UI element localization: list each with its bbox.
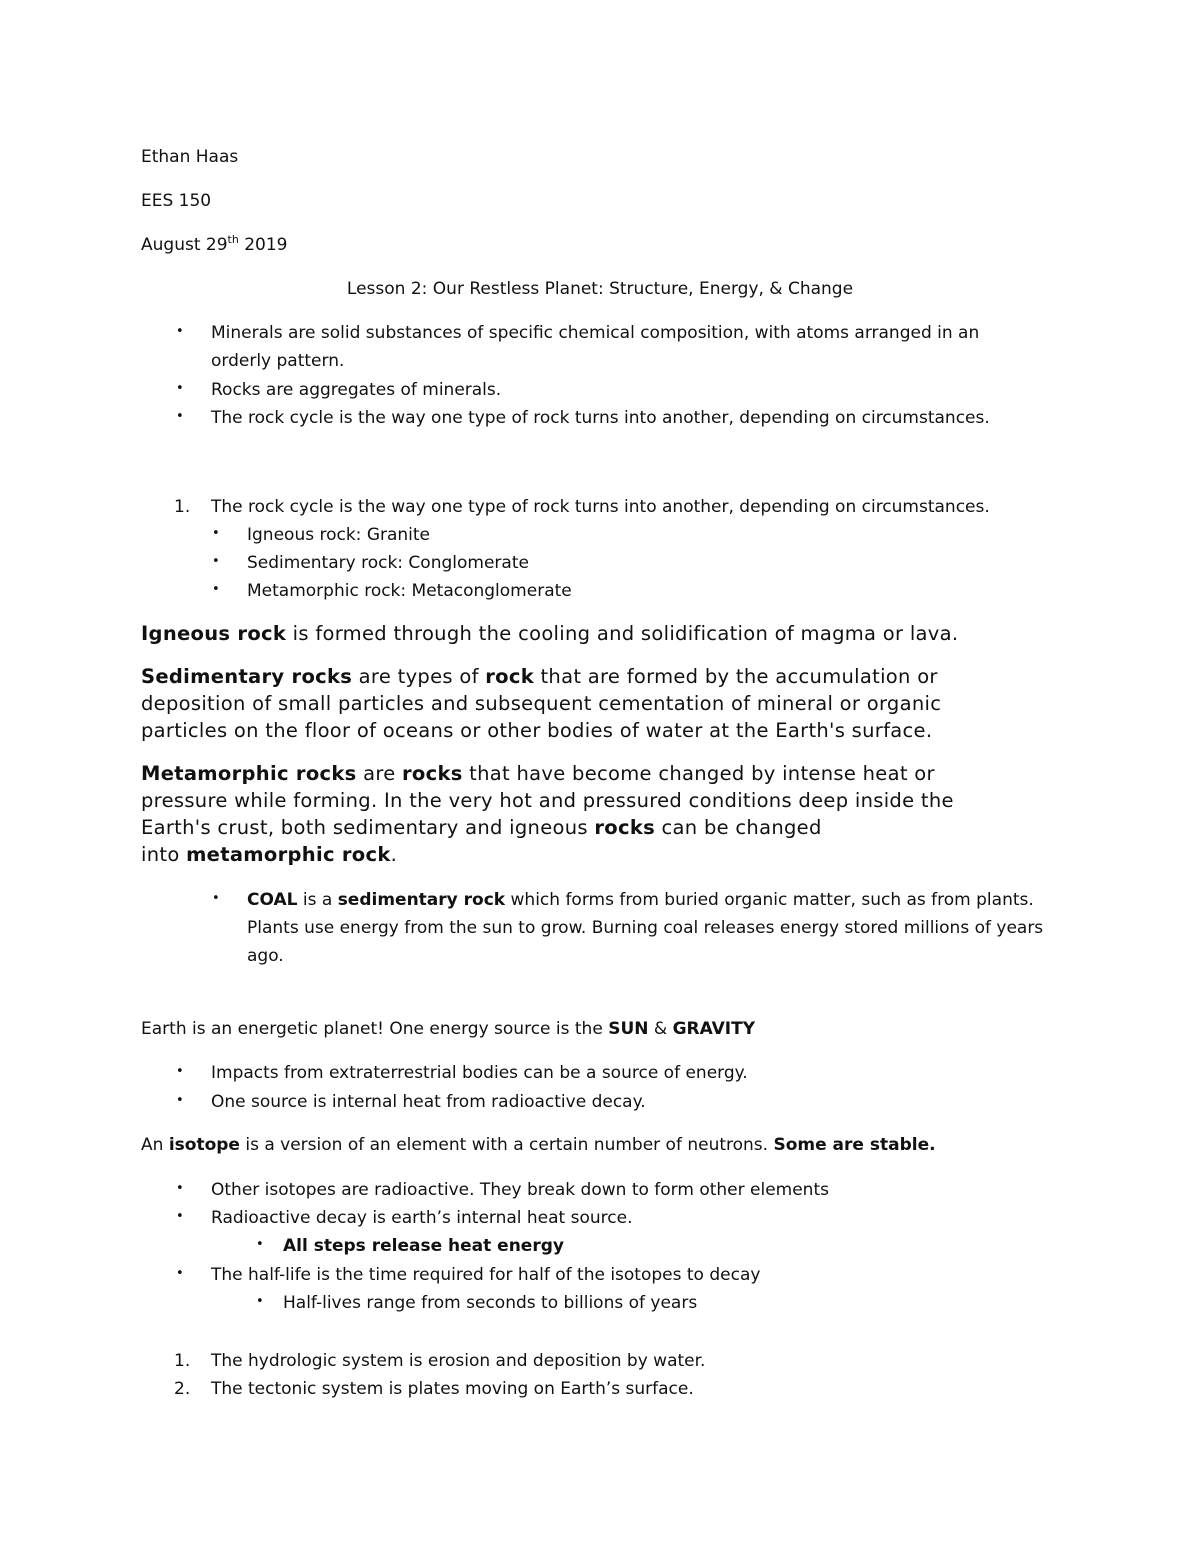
date-prefix: August 29: [141, 235, 228, 255]
author-name: Ethan Haas: [141, 147, 239, 167]
tectonic-system-item: The tectonic system is plates moving on Earth’s surface.: [211, 1379, 694, 1399]
metamorphic-term: Metamorphic rocks: [141, 762, 357, 785]
bullet-icon: •: [256, 1294, 264, 1309]
metamorphic-rest: that have become changed by intense heat or: [462, 762, 935, 785]
metamorphic-line-3-pre: Earth's crust, both sedimentary and igneous: [141, 816, 595, 839]
sedimentary-line-3: particles on the floor of oceans or other bodies of water at the Earth's surface.: [141, 719, 933, 742]
metamorphic-line-4-pre: into: [141, 843, 187, 866]
radioactive-decay-bullet: Radioactive decay is earth’s internal heat source.: [211, 1208, 633, 1228]
hydrologic-system-item: The hydrologic system is erosion and deposition by water.: [211, 1351, 706, 1371]
coal-rest: which forms from buried organic matter, such as from plants.: [505, 890, 1034, 910]
date: [141, 235, 288, 255]
metamorphic-line-3-post: can be changed: [655, 816, 822, 839]
metamorphic-line-1: [141, 760, 935, 787]
gravity-term: GRAVITY: [672, 1019, 755, 1039]
bullet-icon: •: [256, 1237, 264, 1252]
course-code: EES 150: [141, 191, 212, 211]
sedimentary-line-1: [141, 663, 938, 690]
rocks-term-2: rocks: [594, 816, 656, 839]
igneous-paragraph: [141, 620, 958, 647]
metamorphic-line-3: [141, 814, 822, 841]
igneous-example: Igneous rock: Granite: [247, 525, 431, 545]
energy-amp: &: [648, 1019, 673, 1039]
metamorphic-line-4-post: .: [390, 843, 398, 866]
sedimentary-line-2: deposition of small particles and subsequent cementation of mineral or organic: [141, 692, 942, 715]
bullet-icon: •: [212, 582, 220, 597]
bullet-icon: •: [212, 526, 220, 541]
sedimentary-term: Sedimentary rocks: [141, 665, 353, 688]
minerals-line-1: Minerals are solid substances of specific chemical composition, with atoms arranged in an: [211, 323, 980, 343]
coal-mid: is a: [297, 890, 338, 910]
rock-cycle-numbered: The rock cycle is the way one type of rock turns into another, depending on circumstances.: [211, 497, 990, 517]
sedimentary-rock-term: sedimentary rock: [337, 890, 506, 910]
bullet-icon: •: [176, 381, 184, 396]
coal-term: COAL: [247, 890, 298, 910]
half-lives-sub-bullet: Half-lives range from seconds to billions of years: [283, 1293, 698, 1313]
metamorphic-line-2: pressure while forming. In the very hot and pressured conditions deep inside the: [141, 789, 954, 812]
rocks-bullet: Rocks are aggregates of minerals.: [211, 380, 502, 400]
igneous-text: is formed through the cooling and solidification of magma or lava.: [286, 622, 959, 645]
internal-heat-bullet: One source is internal heat from radioactive decay.: [211, 1092, 646, 1112]
bullet-icon: •: [176, 1266, 184, 1281]
sedimentary-rest: that are formed by the accumulation or: [533, 665, 938, 688]
list-number: 1.: [174, 1351, 191, 1371]
coal-line-1: [247, 890, 1034, 910]
isotope-term: isotope: [168, 1135, 240, 1155]
bullet-icon: •: [176, 324, 184, 339]
coal-line-2: Plants use energy from the sun to grow. Burning coal releases energy stored millions of years: [247, 918, 1044, 938]
bullet-icon: •: [176, 1209, 184, 1224]
energy-pre: Earth is an energetic planet! One energy source is the: [141, 1019, 609, 1039]
bullet-icon: •: [176, 1093, 184, 1108]
bullet-icon: •: [176, 409, 184, 424]
rock-term: rock: [485, 665, 534, 688]
heat-energy-sub-bullet: [283, 1236, 564, 1256]
bullet-icon: •: [212, 554, 220, 569]
rock-cycle-bullet: The rock cycle is the way one type of rock turns into another, depending on circumstances.: [211, 408, 990, 428]
impacts-bullet: Impacts from extraterrestrial bodies can be a source of energy.: [211, 1063, 748, 1083]
coal-line-3: ago.: [247, 946, 284, 966]
metamorphic-mid: are: [356, 762, 403, 785]
half-life-bullet: The half-life is the time required for half of the isotopes to decay: [211, 1265, 761, 1285]
list-number: 1.: [174, 497, 191, 517]
energy-heading: [141, 1019, 755, 1039]
rocks-term: rocks: [402, 762, 463, 785]
sun-term: SUN: [608, 1019, 649, 1039]
bullet-icon: •: [176, 1064, 184, 1079]
stable-note: Some are stable.: [773, 1135, 936, 1155]
sedimentary-example: Sedimentary rock: Conglomerate: [247, 553, 529, 573]
isotope-definition: [141, 1135, 936, 1155]
heat-energy-text: All steps release heat energy: [283, 1236, 564, 1256]
date-suffix: th: [227, 233, 239, 246]
bullet-icon: •: [212, 891, 220, 906]
isotope-pre: An: [141, 1135, 169, 1155]
isotope-mid: is a version of an element with a certain number of neutrons.: [239, 1135, 774, 1155]
date-year: 2019: [238, 235, 288, 255]
igneous-term: Igneous rock: [141, 622, 287, 645]
list-number: 2.: [174, 1379, 191, 1399]
sedimentary-mid: are types of: [352, 665, 486, 688]
bullet-icon: •: [176, 1181, 184, 1196]
radioactive-isotopes-bullet: Other isotopes are radioactive. They break down to form other elements: [211, 1180, 829, 1200]
lesson-title: Lesson 2: Our Restless Planet: Structure, Energy, & Change: [346, 279, 854, 299]
minerals-line-2: orderly pattern.: [211, 351, 345, 371]
metamorphic-example: Metamorphic rock: Metaconglomerate: [247, 581, 572, 601]
metamorphic-rock-term: metamorphic rock: [186, 843, 391, 866]
metamorphic-line-4: [141, 841, 397, 868]
